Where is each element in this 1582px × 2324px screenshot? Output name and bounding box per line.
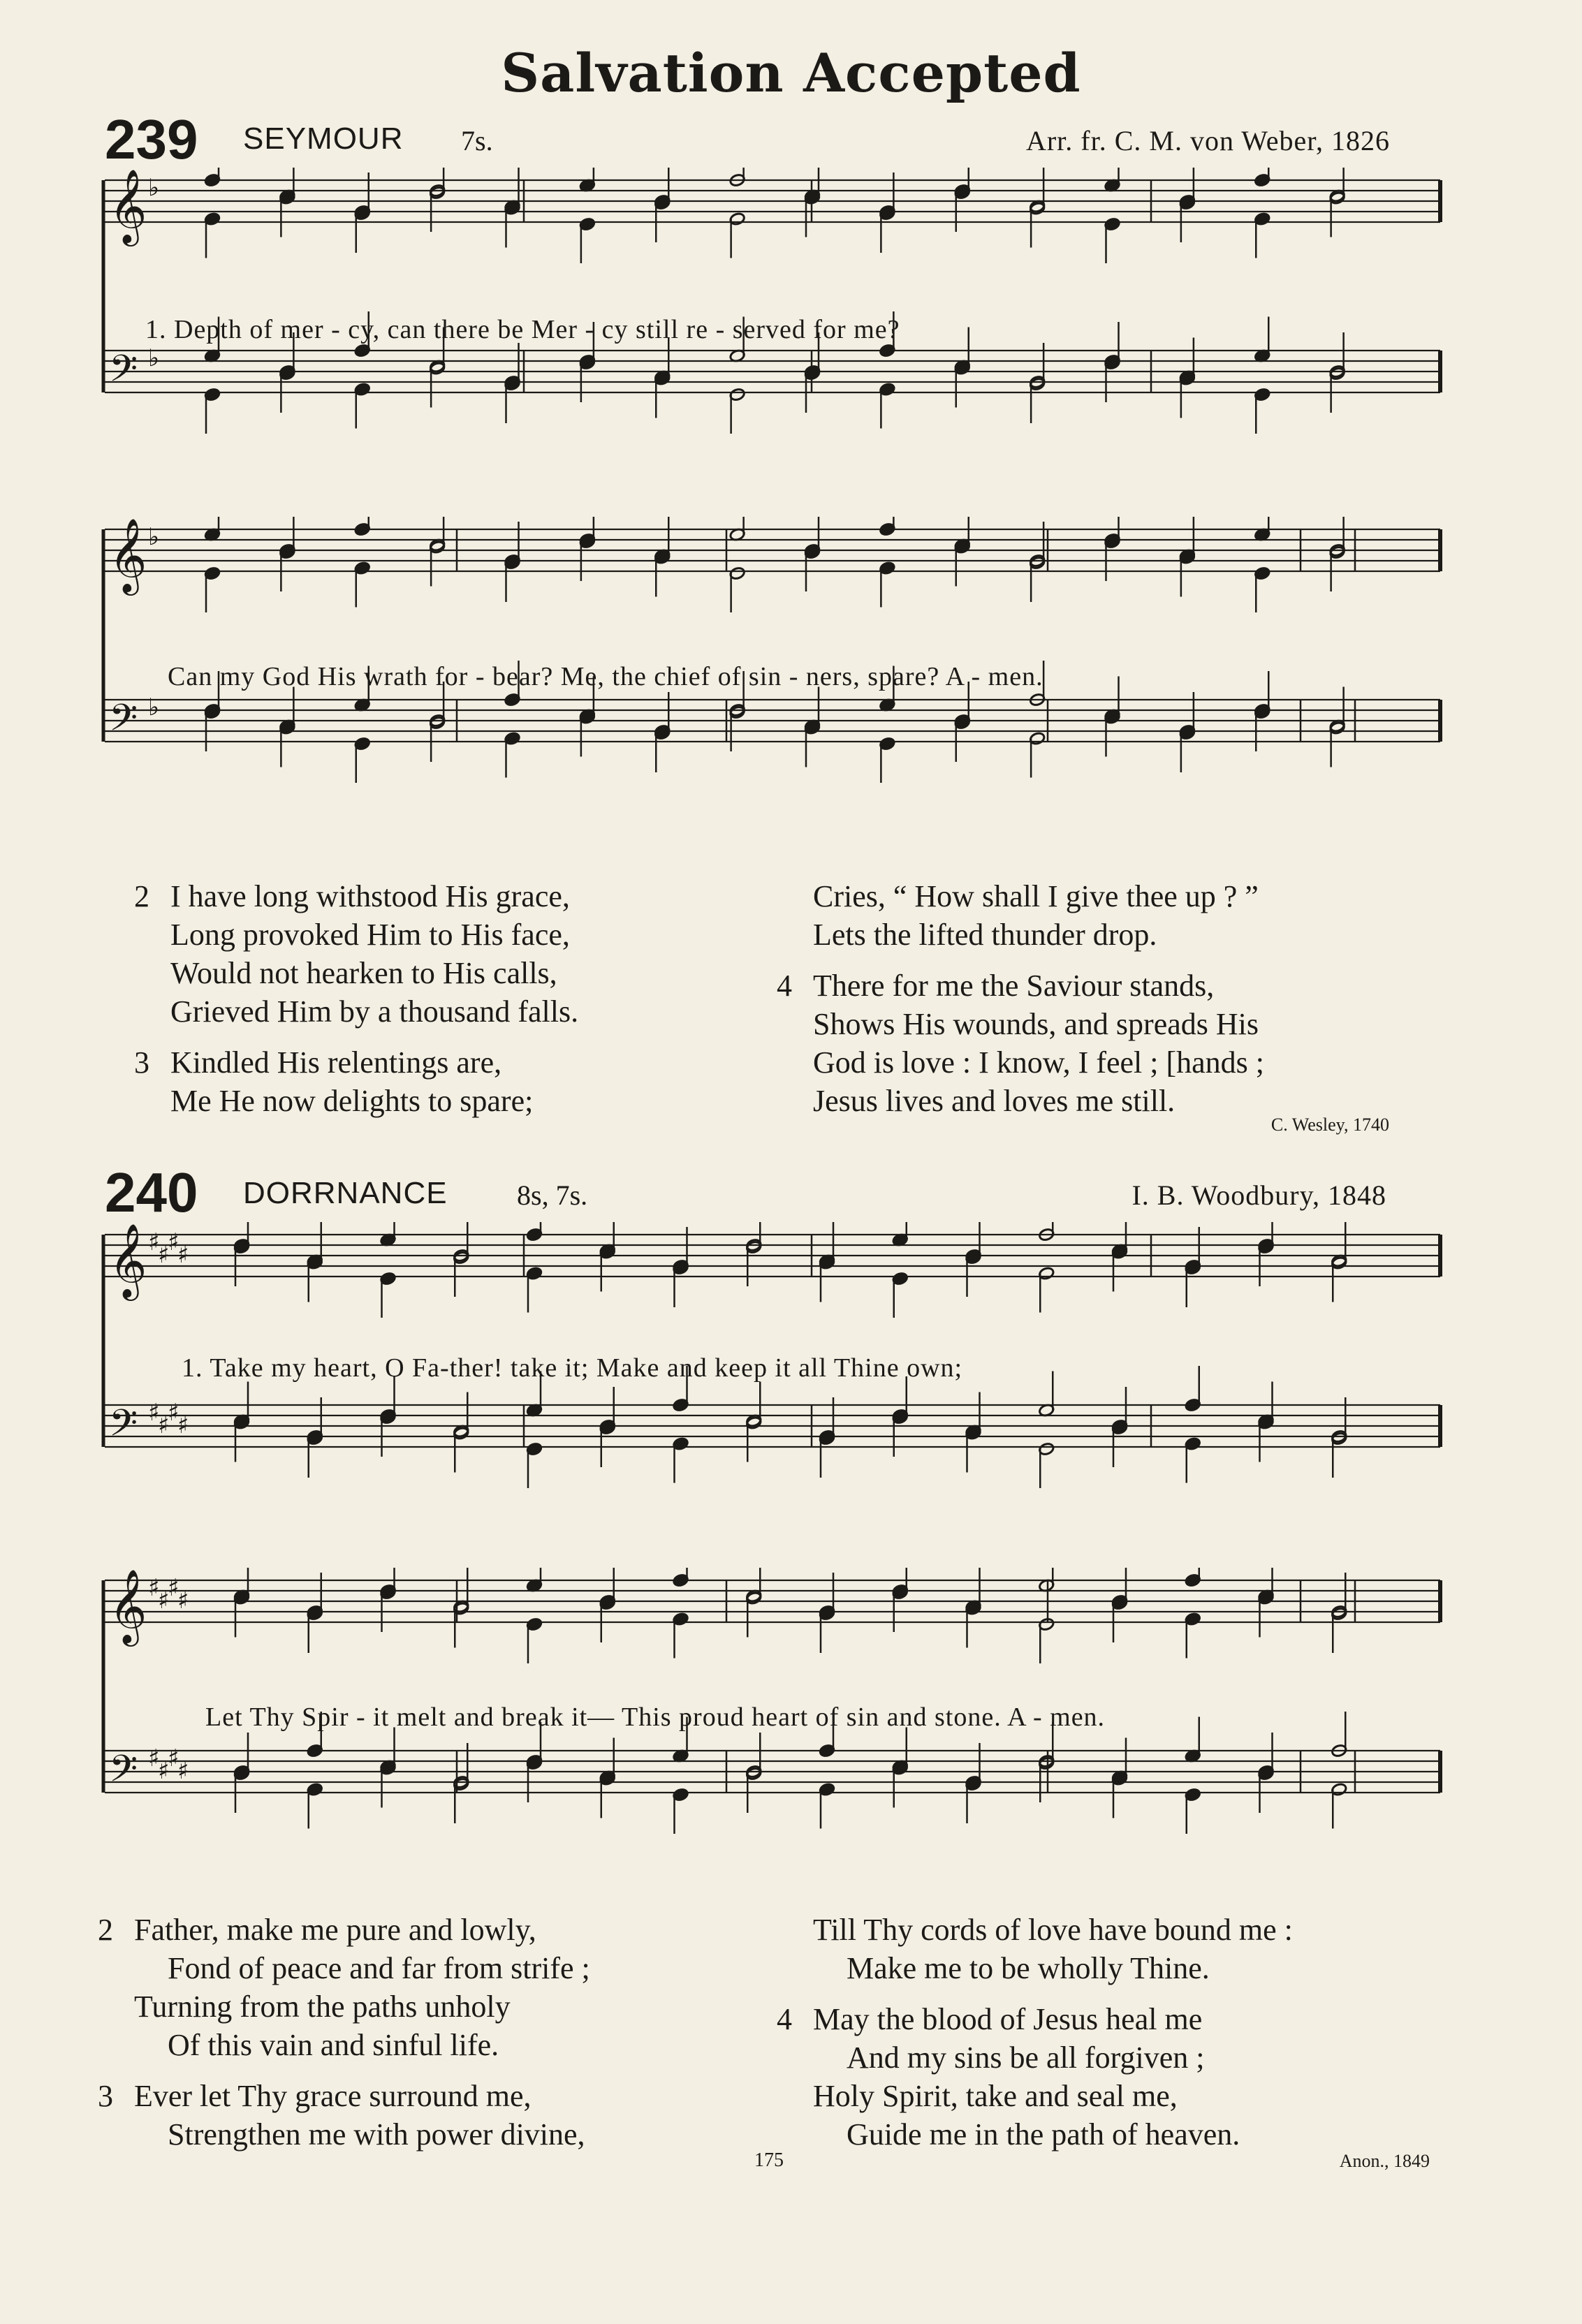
sharp-icon: ♯ — [168, 1744, 180, 1772]
treble-clef-icon: 𝄞 — [109, 517, 147, 592]
flat-icon: ♭ — [148, 344, 160, 372]
verse: Cries, “ How shall I give thee up ? ” Lets the lifted thunder drop. — [813, 879, 1259, 952]
author-credit: C. Wesley, 1740 — [1270, 1115, 1389, 1135]
sharp-icon: ♯ — [177, 1411, 189, 1439]
sharp-icon: ♯ — [168, 1399, 180, 1427]
composer-credit: I. B. Woodbury, 1848 — [1131, 1179, 1386, 1211]
hymn-number: 240 — [105, 1161, 198, 1223]
hymn-number: 239 — [105, 108, 198, 170]
sharp-icon: ♯ — [177, 1241, 189, 1269]
treble-clef-icon: 𝄞 — [109, 168, 147, 243]
bass-clef-icon: 𝄢 — [109, 1748, 138, 1800]
verse: 3 Kindled His relentings are, Me He now delights to spare; — [134, 1045, 534, 1118]
sharp-icon: ♯ — [177, 1757, 189, 1785]
treble-clef-icon: 𝄞 — [109, 1223, 147, 1297]
verse-column-right — [777, 1911, 1293, 2166]
lyric-line: 1. Take my heart, O Fa-ther! take it; Make and keep it all Thine own; — [182, 1353, 963, 1383]
page-number: 175 — [754, 2149, 784, 2171]
author-credit: Anon., 1849 — [1339, 2151, 1430, 2171]
verse-column-right — [777, 877, 1264, 1133]
sharp-icon: ♯ — [148, 1574, 160, 1602]
tune-name: DORRNANCE — [243, 1176, 448, 1210]
sharp-icon: ♯ — [148, 1744, 160, 1772]
sharp-icon: ♯ — [148, 1399, 160, 1427]
verse: 2 I have long withstood His grace, Long provoked Him to His face, Would not hearken to His calls, Grieved Him by a thousand falls. — [134, 879, 579, 1029]
sharp-icon: ♯ — [158, 1587, 170, 1615]
lyric-line: Can my God His wrath for - bear? Me, the chief of sin - ners, spare? A - men. — [168, 662, 1043, 691]
verse-column-left — [134, 877, 578, 1133]
sharp-icon: ♯ — [168, 1228, 180, 1256]
verse: 3 Ever let Thy grace surround me, Strengthen me with power divine, — [98, 2079, 585, 2152]
meter: 7s. — [461, 125, 493, 156]
verse: Till Thy cords of love have bound me : Make me to be wholly Thine. — [813, 1913, 1293, 1985]
verse: 2 Father, make me pure and lowly, Fond of peace and far from strife ; Turning from the paths unholy Of this vain and sinful life. — [98, 1913, 590, 2062]
flat-icon: ♭ — [148, 174, 160, 202]
sharp-icon: ♯ — [158, 1241, 170, 1269]
bass-clef-icon: 𝄢 — [109, 697, 138, 749]
sharp-icon: ♯ — [158, 1757, 170, 1785]
sharp-icon: ♯ — [148, 1228, 160, 1256]
bass-clef-icon: 𝄢 — [109, 1402, 138, 1454]
tune-name: SEYMOUR — [243, 122, 404, 156]
meter: 8s, 7s. — [517, 1179, 588, 1211]
sharp-icon: ♯ — [158, 1411, 170, 1439]
flat-icon: ♭ — [148, 523, 160, 551]
lyric-line: 1. Depth of mer - cy, can there be Mer - cy still re - served for me? — [145, 315, 900, 344]
sharp-icon: ♯ — [177, 1587, 189, 1615]
bass-clef-icon: 𝄢 — [109, 348, 138, 399]
sharp-icon: ♯ — [168, 1574, 180, 1602]
music-system — [0, 1568, 1582, 1903]
page-title: Salvation Accepted — [501, 42, 1081, 104]
verse: 4 There for me the Saviour stands, Shows His wounds, and spreads His God is love : I know, I feel ; [hands ; Jesus lives and loves me still. — [777, 969, 1265, 1118]
lyric-line: Let Thy Spir - it melt and break it— This proud heart of sin and stone. A - men. — [205, 1702, 1106, 1732]
flat-icon: ♭ — [148, 693, 160, 721]
composer-credit: Arr. fr. C. M. von Weber, 1826 — [1025, 125, 1390, 156]
verse: 4 May the blood of Jesus heal me And my sins be all forgiven ; Holy Spirit, take and seal me, Guide me in the path of heaven. — [777, 2002, 1240, 2152]
music-system — [0, 1222, 1582, 1557]
treble-clef-icon: 𝄞 — [109, 1568, 147, 1643]
verse-column-left — [98, 1911, 590, 2166]
